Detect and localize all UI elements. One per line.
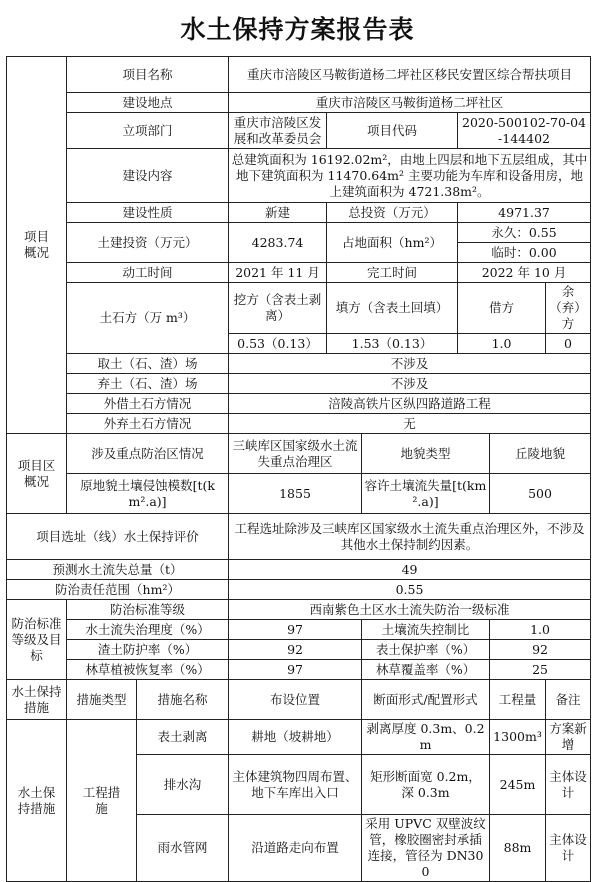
label-start-time: 动工时间 [67,263,229,283]
measure-position: 耕地（坡耕地） [229,720,362,755]
label-content: 建设内容 [67,149,229,203]
row-earthwork-head [7,283,591,334]
measure-form: 剥离厚度 0.3m、0.2m [362,720,490,755]
value-standard-level: 西南紫色土区水土流失防治一级标准 [229,600,591,620]
value-responsibility-area: 0.55 [229,580,591,600]
label-civil-investment: 土建投资（万元） [67,223,229,263]
header-measure-type: 措施类型 [67,680,137,720]
value-fill: 1.53（0.13） [327,334,458,354]
header-position: 布设位置 [229,680,362,720]
label-key-area: 涉及重点防治区情况 [67,434,229,474]
row-project-name [7,57,591,93]
label-residue-protection: 渣土防护率（%） [67,640,229,660]
table-row [7,720,591,755]
label-vegetation-restoration: 林草植被恢复率（%） [67,660,229,680]
row-erosion [7,474,591,514]
row-civil-a [7,223,591,243]
value-spoil-site: 不涉及 [229,374,591,394]
value-erosion-modulus: 1855 [229,474,362,514]
row-department [7,113,591,149]
value-start-time: 2021 年 11 月 [229,263,327,283]
label-allowable-loss: 容许土壤流失量[t(km².a)] [362,474,490,514]
row-standard-2 [7,640,591,660]
label-total-investment: 总投资（万元） [327,203,458,223]
header-excavation: 挖方（含表土剥离） [229,283,327,334]
row-borrow-site [7,354,591,374]
row-measures-header [7,680,591,720]
measure-quantity: 1300m³ [490,720,546,755]
value-permanent-area: 永久：0.55 [458,223,591,243]
label-treatment-degree: 水土流失治理度（%） [67,620,229,640]
row-spoil-site [7,374,591,394]
label-project-name: 项目名称 [67,57,229,93]
value-project-name: 重庆市涪陵区马鞍街道杨二坪社区移民安置区综合帮扶项目 [229,57,591,93]
header-form: 断面形式/配置形式 [362,680,490,720]
header-spoil: 余（弃）方 [546,283,591,334]
row-time [7,263,591,283]
row-content [7,149,591,203]
value-location: 重庆市涪陵区马鞍街道杨二坪社区 [229,93,591,113]
label-loss-control-ratio: 土壤流失控制比 [362,620,490,640]
label-topsoil-protection: 表土保护率（%） [362,640,490,660]
row-key-area [7,434,591,474]
measure-name: 雨水管网 [137,815,229,882]
row-nature [7,203,591,223]
value-predicted-loss: 49 [229,560,591,580]
label-spoil-site: 弃土（石、渣）场 [67,374,229,394]
label-end-time: 完工时间 [327,263,458,283]
label-vegetation-coverage: 林草覆盖率（%） [362,660,490,680]
value-project-code: 2020-500102-70-04-144402 [458,113,591,149]
value-borrow-site: 不涉及 [229,354,591,374]
measure-position: 沿道路走向布置 [229,815,362,882]
label-site-evaluation: 项目选址（线）水土保持评价 [7,514,229,560]
row-external-borrow [7,394,591,414]
value-temporary-area: 临时：0.00 [458,243,591,263]
row-responsibility-area [7,580,591,600]
label-earthwork: 土石方（万 m³） [67,283,229,354]
value-topsoil-protection: 92 [490,640,591,660]
measure-name: 排水沟 [137,755,229,815]
label-erosion-modulus: 原地貌土壤侵蚀模数[t(km².a)] [67,474,229,514]
label-location: 建设地点 [67,93,229,113]
measure-quantity: 88m [490,815,546,882]
measure-position: 主体建筑物四周布置、地下车库出入口 [229,755,362,815]
row-external-spoil [7,414,591,434]
measure-note: 方案新增 [546,720,591,755]
row-location [7,93,591,113]
value-allowable-loss: 500 [490,474,591,514]
header-fill: 填方（含表土回填） [327,283,458,334]
label-land-area: 占地面积（hm²） [327,223,458,263]
label-external-spoil: 外弃土石方情况 [67,414,229,434]
row-predicted-loss [7,560,591,580]
header-note: 备注 [546,680,591,720]
label-landform: 地貌类型 [362,434,490,474]
value-external-spoil: 无 [229,414,591,434]
page-title: 水土保持方案报告表 [180,15,415,44]
value-treatment-degree: 97 [229,620,362,640]
value-measure-type: 工程措施 [67,720,137,882]
header-measure-name: 措施名称 [137,680,229,720]
value-borrow: 1.0 [458,334,546,354]
label-standard-level: 防治标准等级 [67,600,229,620]
row-standard-level [7,600,591,620]
header-quantity: 工程量 [490,680,546,720]
label-nature: 建设性质 [67,203,229,223]
value-external-borrow: 涪陵高铁片区纵四路道路工程 [229,394,591,414]
value-total-investment: 4971.37 [458,203,591,223]
label-borrow-site: 取土（石、渣）场 [67,354,229,374]
value-key-area: 三峡库区国家级水土流失重点治理区 [229,434,362,474]
measure-form: 采用 UPVC 双壁波纹管，橡胶圈密封承插连接，管径为 DN300 [362,815,490,882]
section-area-overview: 项目区概况 [7,434,67,514]
value-content: 总建筑面积为 16192.02m²，由地上四层和地下五层组成，其中地下建筑面积为 11470.64m² 主要功能为车库和设备用房，地上建筑面积为 4721.38m²。 [229,149,591,203]
label-predicted-loss: 预测水土流失总量（t） [7,560,229,580]
row-standard-1 [7,620,591,640]
section-project-overview: 项目概况 [7,57,67,434]
measure-note: 主体设计 [546,755,591,815]
value-site-evaluation: 工程选址除涉及三峡库区国家级水土流失重点治理区外，不涉及其他水土保持制约因素。 [229,514,591,560]
value-spoil: 0 [546,334,591,354]
value-excavation: 0.53（0.13） [229,334,327,354]
value-vegetation-coverage: 25 [490,660,591,680]
row-site-evaluation [7,514,591,560]
value-landform: 丘陵地貌 [490,434,591,474]
value-nature: 新建 [229,203,327,223]
measure-form: 矩形断面宽 0.2m，深 0.3m [362,755,490,815]
value-vegetation-restoration: 97 [229,660,362,680]
value-residue-protection: 92 [229,640,362,660]
value-loss-control-ratio: 1.0 [490,620,591,640]
label-project-code: 项目代码 [327,113,458,149]
row-standard-3 [7,660,591,680]
value-end-time: 2022 年 10 月 [458,263,591,283]
header-measures: 水土保持措施 [7,680,67,720]
measure-note: 主体设计 [546,815,591,882]
section-standards: 防治标准等级及目标 [7,600,67,680]
label-responsibility-area: 防治责任范围（hm²） [7,580,229,600]
label-department: 立项部门 [67,113,229,149]
measure-quantity: 245m [490,755,546,815]
label-external-borrow: 外借土石方情况 [67,394,229,414]
value-civil-investment: 4283.74 [229,223,327,263]
value-department: 重庆市涪陵区发展和改革委员会 [229,113,327,149]
header-borrow: 借方 [458,283,546,334]
section-measures: 水土保持措施 [7,720,67,882]
measure-name: 表土剥离 [137,720,229,755]
report-table [6,56,591,882]
